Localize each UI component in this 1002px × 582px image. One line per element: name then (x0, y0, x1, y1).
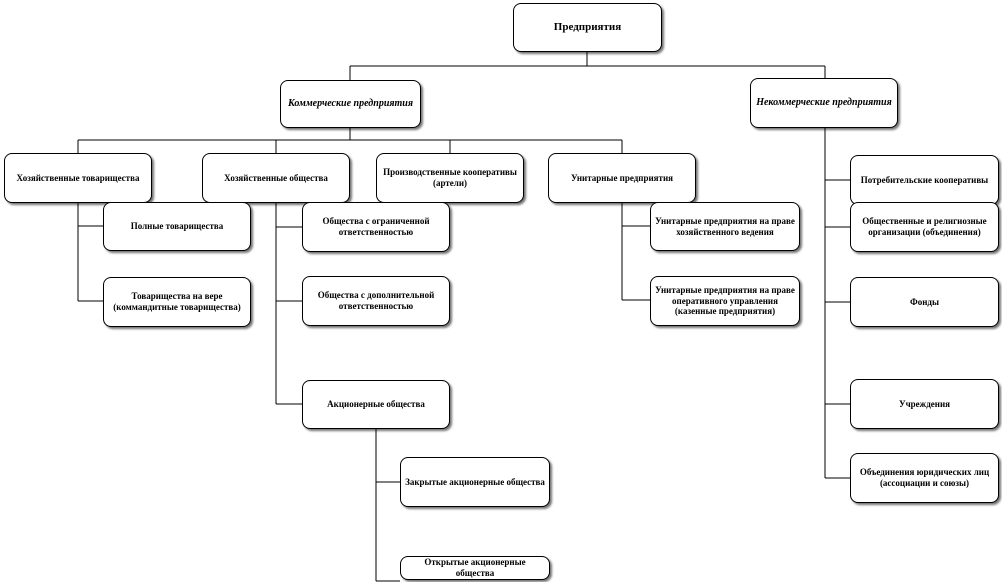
institutions-node: Учреждения (850, 379, 999, 429)
open-jsc-node: Открытые акционерные общества (400, 556, 550, 580)
societies-node: Хозяйственные общества (202, 153, 350, 203)
consumer-coop-node: Потребительские кооперативы (850, 155, 999, 205)
unitary-economic-node: Унитарные предприятия на праве хозяйственного ведения (650, 202, 800, 251)
full-partnerships-node: Полные товарищества (103, 202, 251, 251)
closed-jsc-node: Закрытые акционерные общества (400, 457, 550, 507)
funds-node: Фонды (850, 277, 999, 327)
unitary-operational-node: Унитарные предприятия на праве оперативного управления (казенные предприятия) (650, 276, 800, 326)
alc-node: Общества с дополнительной ответственностью (302, 276, 450, 326)
associations-node: Объединения юридических лиц (ассоциации и союзы) (850, 453, 999, 503)
partnerships-node: Хозяйственные товарищества (4, 153, 152, 203)
public-religious-node: Общественные и религиозные организации (объединения) (850, 202, 999, 252)
noncommercial-node: Некоммерческие предприятия (750, 78, 898, 128)
root-node: Предприятия (513, 3, 662, 52)
joint-stock-node: Акционерные общества (302, 380, 450, 429)
limited-partnerships-node: Товарищества на вере (коммандитные товарищества) (103, 277, 251, 327)
commercial-node: Коммерческие предприятия (280, 80, 421, 128)
unitary-node: Унитарные предприятия (548, 153, 696, 203)
cooperatives-node: Производственные кооперативы (артели) (376, 153, 524, 203)
llc-node: Общества с ограниченной ответственностью (302, 202, 450, 252)
